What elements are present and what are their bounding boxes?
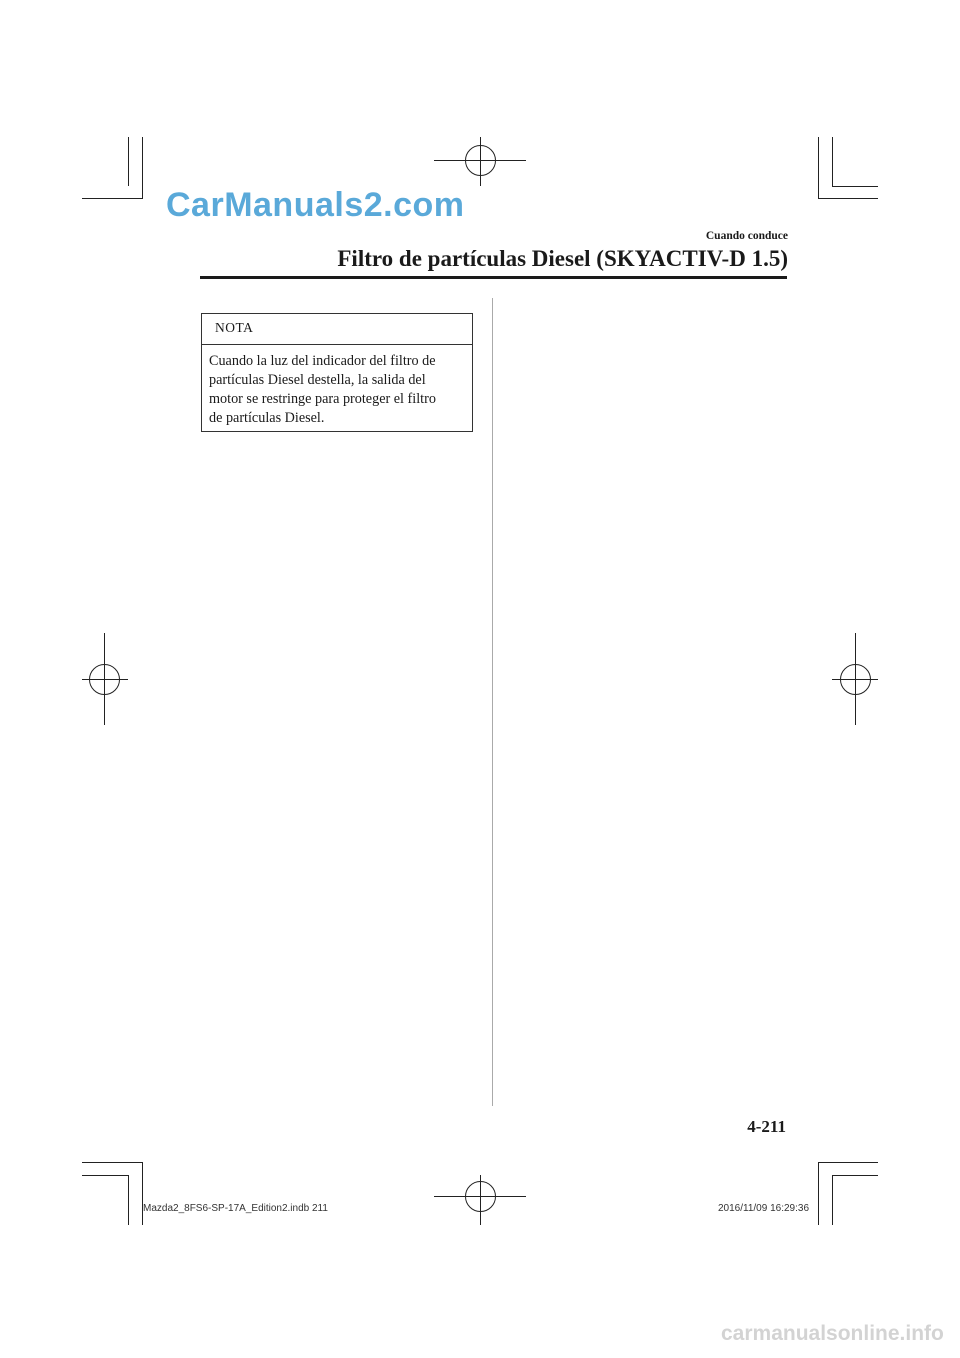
note-body: [209, 352, 469, 428]
page-title: Filtro de partículas Diesel (SKYACTIV-D 1.5): [337, 246, 788, 271]
page-number: 4-211: [747, 1117, 786, 1136]
header-rule: [200, 276, 787, 279]
footer-timestamp: 2016/11/09 16:29:36: [718, 1203, 810, 1214]
column-divider: [492, 298, 493, 1106]
section-label: Cuando conduce: [705, 230, 788, 242]
note-line: partículas Diesel destella, la salida del: [209, 372, 426, 388]
note-box: [201, 313, 473, 432]
note-divider: [202, 344, 472, 345]
note-line: motor se restringe para proteger el filtro: [209, 391, 436, 407]
watermark-footer: carmanualsonline.info: [721, 1322, 944, 1345]
note-title: NOTA: [215, 320, 254, 335]
footer-filename: Mazda2_8FS6-SP-17A_Edition2.indb 211: [143, 1203, 328, 1214]
note-line: Cuando la luz del indicador del filtro de: [209, 353, 436, 369]
watermark-logo: CarManuals2.com: [166, 186, 465, 224]
note-line: de partículas Diesel.: [209, 410, 325, 426]
